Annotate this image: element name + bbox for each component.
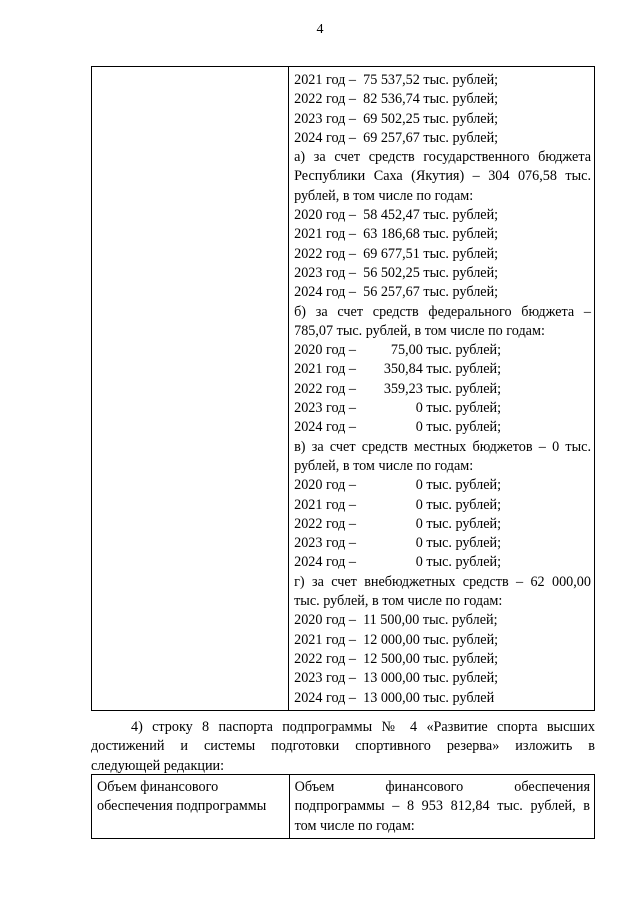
federal-budget-heading: б) за счет средств федерального бюджета – 785,07 тыс. рублей, в том числе по годам: [294,303,591,339]
list-item: 2020 год – 58 452,47 тыс. рублей; [294,207,499,224]
list-item: 2021 год – 350,84 тыс. рублей; [294,361,502,378]
list-item: 2021 год – 75 537,52 тыс. рублей; [294,72,499,88]
list-item: 2021 год – 63 186,68 тыс. рублей; [294,226,499,243]
list-item: 2022 год – 82 536,74 тыс. рублей; [294,91,499,108]
list-item: 2020 год – 75,00 тыс. рублей; [294,342,502,359]
list-item: 2022 год – 69 677,51 тыс. рублей; [294,245,499,262]
page-number: 4 [316,22,324,37]
local-budget-heading: в) за счет средств местных бюджетов – 0 тыс. рублей, в том числе по годам: [294,438,591,474]
list-item: 2024 год – 13 000,00 тыс. рублей [294,689,495,706]
subprogram-4-funding-table [91,774,595,839]
list-item: 2022 год – 12 500,00 тыс. рублей; [294,650,499,667]
list-item: 2023 год – 0 тыс. рублей; [294,535,502,552]
extrabudgetary-heading: г) за счет внебюджетных средств – 62 000,00 тыс. рублей, в том числе по годам: [294,573,591,610]
list-item: 2024 год – 0 тыс. рублей; [294,419,502,436]
federal-budget-years-list [294,341,591,437]
list-item: 2022 год – 0 тыс. рублей; [294,515,502,532]
funding-table-continued [91,66,595,711]
list-item: 2024 год – 69 257,67 тыс. рублей; [294,129,499,146]
list-item: 2022 год – 359,23 тыс. рублей; [294,380,502,397]
total-years-list [294,71,591,148]
list-item: 2021 год – 0 тыс. рублей; [294,496,502,513]
list-item: 2020 год – 0 тыс. рублей; [294,477,502,494]
local-budget-years-list [294,476,591,572]
funding-label-cell: Объем финансового обеспечения подпрограммы [92,775,290,839]
funding-value-cell: Объем финансового обеспечения подпрограммы – 8 953 812,84 тыс. рублей, в том числе по годам: [289,775,594,839]
list-item: 2023 год – 69 502,25 тыс. рублей; [294,110,499,127]
state-budget-years-list [294,206,591,302]
list-item: 2020 год – 11 500,00 тыс. рублей; [294,612,498,629]
amendment-paragraph-4: 4) строку 8 паспорта подпрограммы № 4 «Развитие спорта высших достижений и системы подготовки спортивного резерва» изложить в следующей редакции: [91,719,595,774]
list-item: 2024 год – 56 257,67 тыс. рублей; [294,284,499,301]
extrabudgetary-years-list [294,611,591,707]
list-item: 2021 год – 12 000,00 тыс. рублей; [294,631,499,648]
list-item: 2024 год – 0 тыс. рублей; [294,554,502,571]
table-right-cell [289,67,595,711]
state-budget-heading: а) за счет средств государственного бюджета Республики Саха (Якутия) – 304 076,58 тыс. рублей, в том числе по годам: [294,149,591,204]
list-item: 2023 год – 13 000,00 тыс. рублей; [294,670,499,687]
list-item: 2023 год – 0 тыс. рублей; [294,400,502,417]
list-item: 2023 год – 56 502,25 тыс. рублей; [294,264,499,281]
table-left-cell-empty [92,67,289,711]
